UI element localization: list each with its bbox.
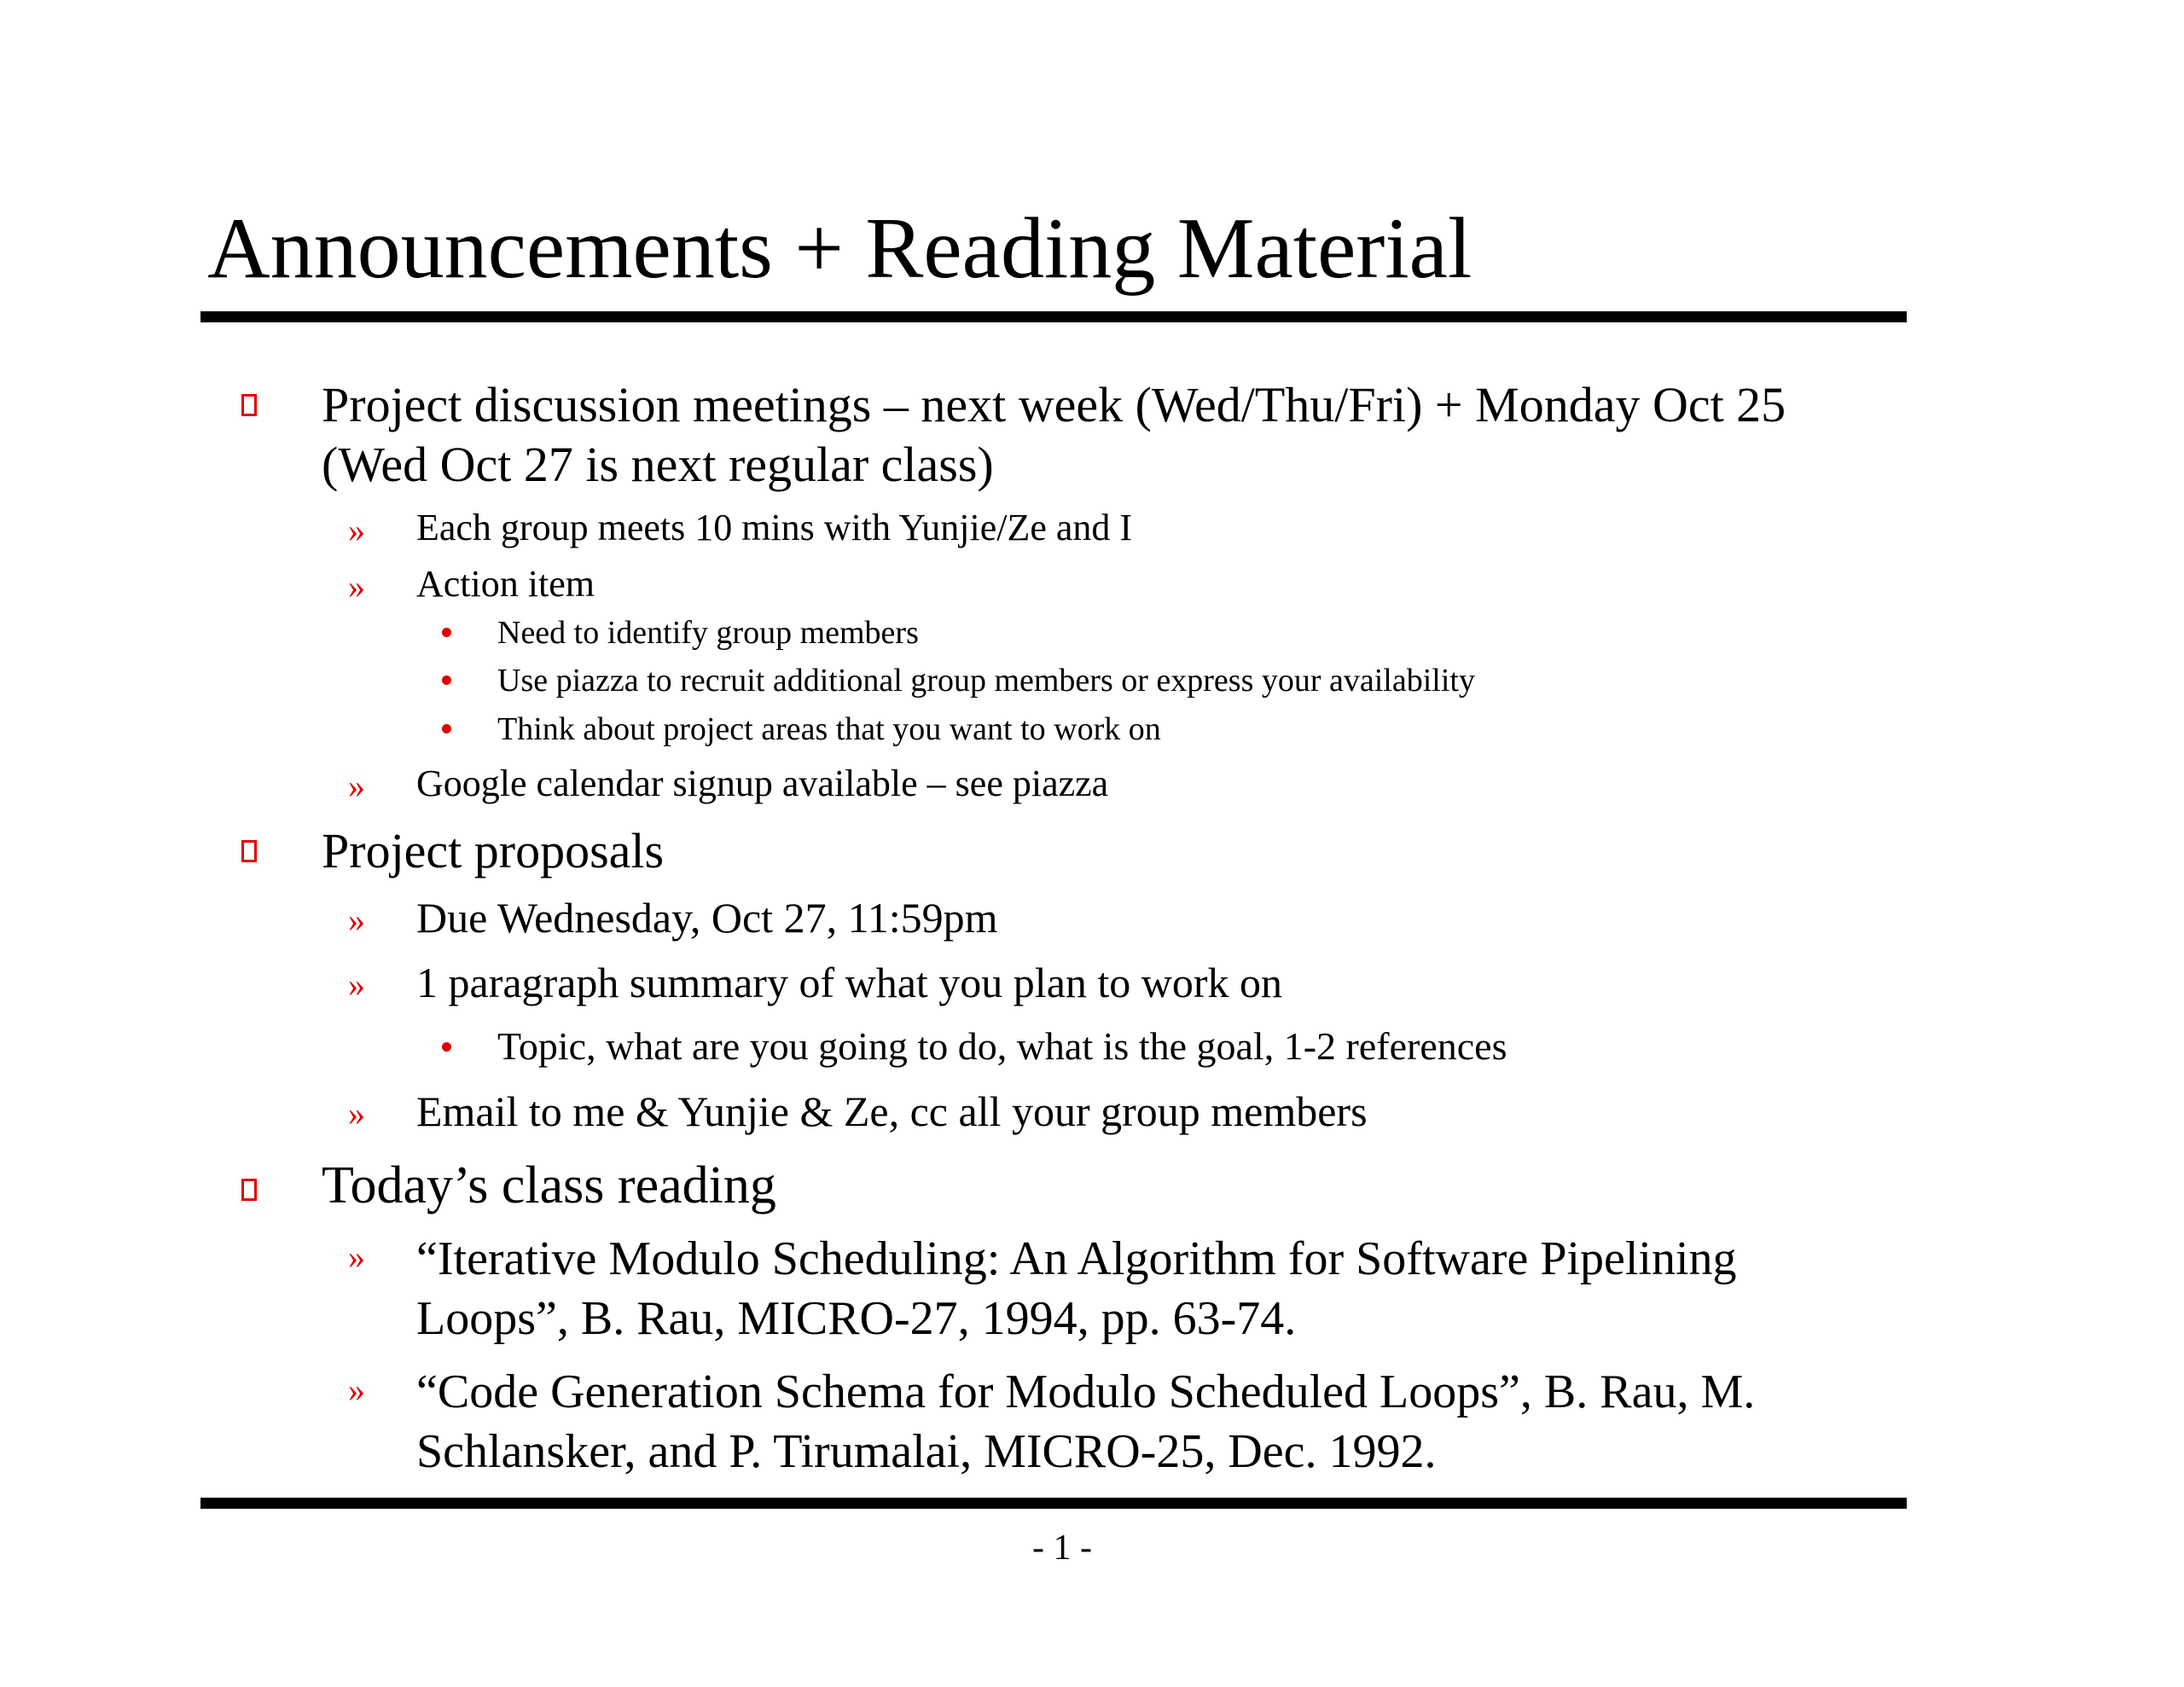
reading-item-line: “Code Generation Schema for Modulo Scheduled Loops”, B. Rau, M.: [416, 1365, 1756, 1418]
list-item: Action item: [416, 563, 595, 605]
dot-icon: [442, 675, 451, 685]
section-heading-line: Project discussion meetings – next week (Wed/Thu/Fri) + Monday Oct 25: [322, 377, 1786, 432]
sub-list-item: Think about project areas that you want to work on: [497, 711, 1161, 747]
footer-rule: [200, 1498, 1907, 1509]
dot-icon: [442, 628, 451, 637]
double-angle-icon: »: [348, 1238, 365, 1276]
list-item: Each group meets 10 mins with Yunjie/Ze and I: [416, 507, 1133, 548]
reading-item-line: “Iterative Modulo Scheduling: An Algorithm for Software Pipelining: [416, 1232, 1737, 1285]
sub-list-item: Need to identify group members: [497, 615, 919, 651]
hollow-square-icon: [241, 394, 257, 416]
list-item: 1 paragraph summary of what you plan to work on: [416, 959, 1283, 1006]
sub-list-item: Topic, what are you going to do, what is the goal, 1-2 references: [497, 1024, 1507, 1068]
dot-icon: [442, 724, 451, 733]
double-angle-icon: »: [348, 1371, 365, 1409]
reading-item-line: Loops”, B. Rau, MICRO-27, 1994, pp. 63-74.: [416, 1292, 1297, 1345]
double-angle-icon: »: [348, 767, 365, 805]
page-number: - 1 -: [1032, 1528, 1092, 1568]
list-item: Email to me & Yunjie & Ze, cc all your group members: [416, 1087, 1368, 1135]
double-angle-icon: »: [348, 901, 365, 939]
list-item: Due Wednesday, Oct 27, 11:59pm: [416, 894, 998, 942]
list-item: Google calendar signup available – see piazza: [416, 762, 1109, 804]
reading-item-line: Schlansker, and P. Tirumalai, MICRO-25, Dec. 1992.: [416, 1425, 1437, 1478]
section-heading-line: Today’s class reading: [322, 1157, 776, 1215]
title-rule: [200, 311, 1907, 322]
sub-list-item: Use piazza to recruit additional group members or express your availability: [497, 663, 1475, 699]
double-angle-icon: »: [348, 965, 365, 1004]
section-heading-line: Project proposals: [322, 823, 665, 878]
double-angle-icon: »: [348, 1094, 365, 1133]
section-heading-line: (Wed Oct 27 is next regular class): [322, 437, 994, 492]
slide-title: Announcements + Reading Material: [207, 200, 1472, 297]
double-angle-icon: »: [348, 567, 365, 606]
hollow-square-icon: [241, 1179, 257, 1201]
double-angle-icon: »: [348, 511, 365, 549]
dot-icon: [442, 1042, 451, 1052]
hollow-square-icon: [241, 840, 257, 862]
